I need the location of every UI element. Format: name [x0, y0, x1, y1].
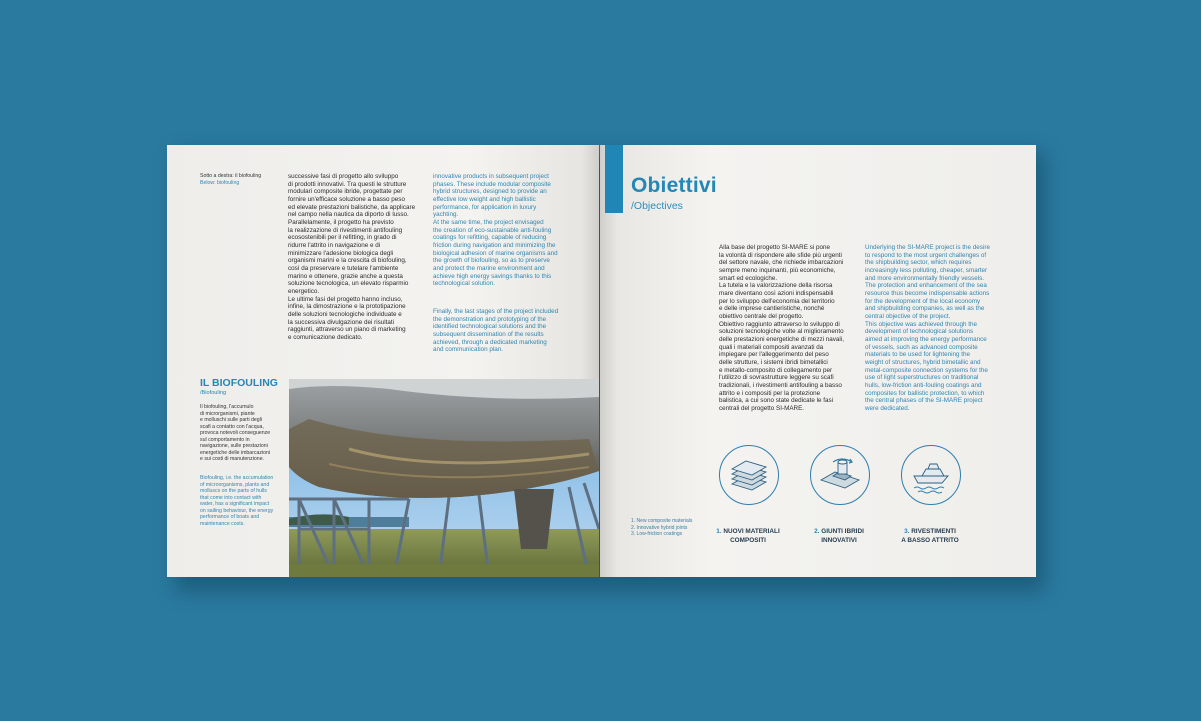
biofouling-heading: IL BIOFOULING	[200, 377, 278, 389]
body-text-it: successive fasi di progetto allo sviluppo di prodotti innovativi. Tra questi le strutture modulari composite ibride, progettate per fornire un'efficace soluzione a basso peso ed elevate prestazioni balistiche, da applicare nel campo nella nautica da diporto di lusso. Parallelamente, il progetto ha previsto la realizzazione di rivestimenti antifouling ecosostenibili per il refitting, in grado di ridurre l'attrito in navigazione e di minimizzare l'adesione biologica degli organismi marini e la crescita di biofouling, così da preservare e tutelare l'ambiente marino e ottenere, grazie anche a questa soluzione tecnologica, un elevato risparmio energetico. Le ultime fasi del progetto hanno incluso, infine, la dimostrazione e la prototipazione delle soluzioni tecnologiche individuate e la successiva divulgazione dei risultati raggiunti, attraverso un piano di marketing e comunicazione dedicato.	[288, 173, 416, 342]
icon-label-composite	[703, 528, 793, 545]
layers-icon	[719, 445, 779, 505]
objectives-text-en: Underlying the SI-MARE project is the desire to respond to the most urgent challenges of the shipbuilding sector, which requires increasingly less polluting, cheaper, smarter and more environmentally friendly vessels. The protection and enhancement of the sea resource thus become indispensable actions for the development of the local economy and shipbuilding companies, as well as the central objective of the project. This objective was achieved through the development of technological solutions aimed at improving the energy performance of vessels, such as advanced composite materials to be used for lightening the weight of structures, hybrid bimetallic and metal-composite connection systems for the use of light superstructures on traditional hulls, low-friction anti-fouling coatings and composites for ballistic protection, to which the central phases of the SI-MARE project were dedicated.	[865, 244, 990, 413]
icon-legend: 1. New composite materials 2. Innovative hybrid joints 3. Low-friction coatings	[631, 518, 693, 537]
icon-number: 2.	[814, 528, 820, 536]
biofouling-subheading: /Biofouling	[200, 390, 227, 396]
page-title: Obiettivi	[631, 174, 717, 197]
icon-number: 3.	[904, 528, 910, 536]
title-accent-bar	[605, 145, 623, 213]
right-page	[600, 145, 1036, 577]
body-text-en: innovative products in subsequent project phases. These include modular composite hybrid structures, designed to provide an effective low weight and high ballistic performance, for application in luxury yachting. At the same time, the project envisaged the creation of eco-sustainable anti-fouling coatings for refitting, capable of reducing friction during navigation and minimizing the biological adhesion of marine organisms and the growth of biofouling, so as to preserve and protect the marine environment and achieve high energy savings thanks to this technological solution.	[433, 173, 558, 288]
left-page	[167, 145, 599, 577]
icon-label-text: NUOVI MATERIALI COMPOSITI	[723, 528, 780, 544]
body-text-en-final: Finally, the last stages of the project included the demonstration and prototyping of the identified technological solutions and the subsequent dissemination of the results achieved, through a dedicated marketing and communication plan.	[433, 308, 559, 354]
biofouling-hull-photo	[289, 379, 599, 577]
objectives-text-it: Alla base del progetto SI-MARE si pone la volontà di rispondere alle sfide più urgenti del settore navale, che richiede imbarcazioni sempre meno inquinanti, più economiche, smart ed ecologiche. La tutela e la valorizzazione della risorsa mare diventano così azioni indispensabili per lo sviluppo dell'economia del territorio e delle imprese cantieristiche, nonché obiettivo centrale del progetto. Obiettivo raggiunto attraverso lo sviluppo di soluzioni tecnologiche volte al miglioramento delle prestazioni energetiche di mezzi navali, quali i materiali compositi avanzati da impiegare per l'alleggerimento del peso delle strutture, i sistemi ibridi bimetallici e metallo-composito di collegamento per l'utilizzo di sovrastrutture leggere su scafi tradizionali, i rivestimenti antifouling a basso attrito e i compositi per la protezione balistica, a cui sono state dedicate le fasi centrali del progetto SI-MARE.	[719, 244, 844, 413]
joint-icon	[810, 445, 870, 505]
icon-label-joints	[794, 528, 884, 545]
icon-label-text: RIVESTIMENTI A BASSO ATTRITO	[901, 528, 959, 544]
icon-label-text: GIUNTI IBRIDI INNOVATIVI	[821, 528, 864, 544]
photo-caption-en: Below: biofouling	[200, 180, 240, 186]
boat-icon	[901, 445, 961, 505]
icon-number: 1.	[716, 528, 722, 536]
biofouling-text-en: Biofouling, i.e. the accumulation of microorganisms, plants and molluscs on the parts of hulls that come into contact with water, has a significant impact on sailing behaviour, the energy performance of boats and maintenance costs.	[200, 475, 274, 527]
biofouling-text-it: Il biofouling, l'accumulo di microrganismi, piante e molluschi sulle parti degli scafi a contatto con l'acqua, provoca notevoli conseguenze sul comportamento in navigazione, sulle prestazioni energetiche delle imbarcazioni e sui costi di manutenzione.	[200, 404, 271, 462]
icon-label-coatings	[885, 528, 975, 545]
photo-caption-it: Sotto a destra: il biofouling	[200, 173, 262, 179]
page-subtitle: /Objectives	[631, 200, 683, 212]
